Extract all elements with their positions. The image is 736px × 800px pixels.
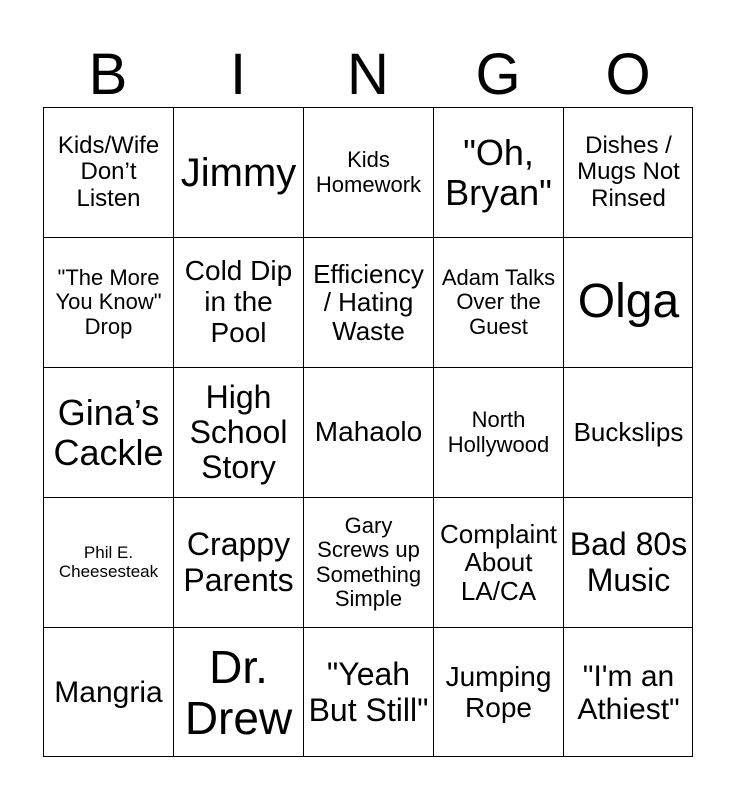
bingo-cell [43,627,173,757]
header-letter-n: N [347,42,389,107]
bingo-cell [303,237,433,367]
bingo-cell-text: "Yeah But Still" [308,656,429,728]
bingo-cell-text: Kids/Wife Don’t Listen [57,131,160,212]
header-letter-i: I [229,42,247,107]
bingo-cell-text: Kids Homework [315,147,422,197]
bingo-cell-text: "The More You Know" Drop [55,265,162,339]
bingo-cell [173,107,303,237]
bingo-cell-text: Buckslips [573,417,684,448]
bingo-cell-text: Dishes / Mugs Not Rinsed [577,131,680,212]
header-letter-b: B [88,42,128,107]
bingo-cell-text: Gina’s Cackle [53,391,164,473]
bingo-cell-text: High School Story [189,378,288,486]
bingo-cell-text: North Hollywood [447,407,550,457]
bingo-cell [563,497,693,627]
bingo-cell [173,497,303,627]
bingo-cell [43,497,173,627]
bingo-cell-text: Jimmy [180,150,297,195]
bingo-cell [303,627,433,757]
bingo-cell [173,627,303,757]
bingo-cell-text: Adam Talks Over the Guest [441,265,556,339]
bingo-cell-text: Olga [577,275,680,329]
header-letter-g: G [475,42,521,107]
bingo-cell-text: Mahaolo [314,416,423,448]
bingo-cell [433,367,563,497]
bingo-header [43,40,693,110]
bingo-cell [563,107,693,237]
bingo-cell [563,367,693,497]
bingo-cell [303,367,433,497]
bingo-cell [43,367,173,497]
bingo-cell-text: Phil E. Cheesesteak [58,542,159,581]
bingo-cell [303,107,433,237]
bingo-cell-text: Complaint About LA/CA [439,518,558,606]
bingo-cell-text: "Oh, Bryan" [445,131,552,213]
bingo-cell-text: Bad 80s Music [569,526,688,598]
header-letter-o: O [605,42,651,107]
bingo-cell [563,627,693,757]
bingo-cell [173,367,303,497]
bingo-cell-text: Mangria [54,676,163,709]
bingo-cell-text: Gary Screws up Something Simple [315,513,422,611]
bingo-cell-text: Cold Dip in the Pool [184,255,293,348]
bingo-cell [173,237,303,367]
bingo-grid [43,107,693,757]
bingo-cell-text: Dr. Drew [184,640,293,744]
bingo-cell [43,237,173,367]
bingo-cell-text: "I'm an Athiest" [577,659,680,726]
bingo-cell [433,627,563,757]
bingo-cell [433,107,563,237]
bingo-cell [563,237,693,367]
bingo-cell-text: Crappy Parents [183,526,294,598]
bingo-cell-text: Efficiency / Hating Waste [313,258,424,346]
bingo-cell [43,107,173,237]
bingo-cell [433,237,563,367]
bingo-cell [433,497,563,627]
bingo-cell [303,497,433,627]
bingo-cell-text: Jumping Rope [445,660,552,723]
